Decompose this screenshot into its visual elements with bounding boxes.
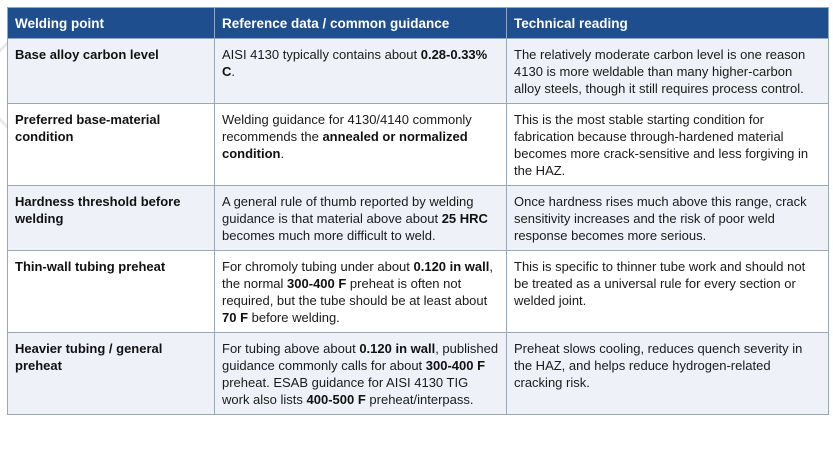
guidance-text: , published guidance commonly calls for about	[222, 341, 499, 373]
guidance-text: For tubing above about	[222, 341, 360, 356]
guidance-text: preheat/interpass.	[365, 392, 474, 407]
guidance-text: , the normal	[222, 259, 493, 291]
guidance-text: .	[231, 64, 236, 79]
guidance-text: A general rule of thumb reported by welding guidance is that material above about	[222, 194, 474, 226]
column-header-reference-data: Reference data / common guidance	[215, 8, 507, 39]
reference-data-cell	[215, 104, 507, 186]
highlighted-value: 0.120 in wall	[359, 341, 436, 356]
table-row	[8, 39, 829, 104]
welding-point-cell: Thin-wall tubing preheat	[8, 251, 215, 333]
highlighted-value: annealed or normalized condition	[222, 129, 468, 161]
welding-point-cell: Preferred base-material condition	[8, 104, 215, 186]
guidance-text: Welding guidance for 4130/4140 commonly recommends the	[222, 112, 472, 144]
table-row	[8, 333, 829, 415]
welding-point-cell: Hardness threshold before welding	[8, 186, 215, 251]
highlighted-value: 0.120 in wall	[413, 259, 490, 274]
welding-guidance-table	[7, 7, 829, 415]
highlighted-value: 25 HRC	[441, 211, 488, 226]
column-header-welding-point: Welding point	[8, 8, 215, 39]
table-header-row	[8, 8, 829, 39]
technical-reading-cell: The relatively moderate carbon level is one reason 4130 is more weldable than many higher-carbon alloy steels, though it still requires process control.	[507, 39, 829, 104]
highlighted-value: 70 F	[222, 310, 249, 325]
table-row	[8, 186, 829, 251]
welding-point-cell: Base alloy carbon level	[8, 39, 215, 104]
guidance-text: becomes much more difficult to weld.	[222, 228, 436, 243]
reference-data-cell	[215, 186, 507, 251]
guidance-text: For chromoly tubing under about	[222, 259, 414, 274]
technical-reading-cell: Once hardness rises much above this range, crack sensitivity increases and the risk of poor weld response becomes more serious.	[507, 186, 829, 251]
reference-data-cell	[215, 39, 507, 104]
reference-data-cell	[215, 251, 507, 333]
technical-reading-cell: Preheat slows cooling, reduces quench severity in the HAZ, and helps reduce hydrogen-related cracking risk.	[507, 333, 829, 415]
highlighted-value: 0.28-0.33% C	[222, 47, 488, 79]
guidance-text: .	[280, 146, 285, 161]
table-row	[8, 251, 829, 333]
guidance-text: preheat. ESAB guidance for AISI 4130 TIG work also lists	[222, 375, 469, 407]
technical-reading-cell: This is the most stable starting condition for fabrication because through-hardened material becomes more crack-sensitive and less forgiving in the HAZ.	[507, 104, 829, 186]
highlighted-value: 300-400 F	[425, 358, 486, 373]
welding-point-cell: Heavier tubing / general preheat	[8, 333, 215, 415]
highlighted-value: 300-400 F	[287, 276, 347, 291]
guidance-text: before welding.	[248, 310, 340, 325]
guidance-text: preheat is often not required, but the tube should be at least about	[222, 276, 488, 308]
guidance-text: AISI 4130 typically contains about	[222, 47, 421, 62]
column-header-technical-reading: Technical reading	[507, 8, 829, 39]
technical-reading-cell: This is specific to thinner tube work and should not be treated as a universal rule for every section or welded joint.	[507, 251, 829, 333]
highlighted-value: 400-500 F	[306, 392, 366, 407]
reference-data-cell	[215, 333, 507, 415]
table-row	[8, 104, 829, 186]
